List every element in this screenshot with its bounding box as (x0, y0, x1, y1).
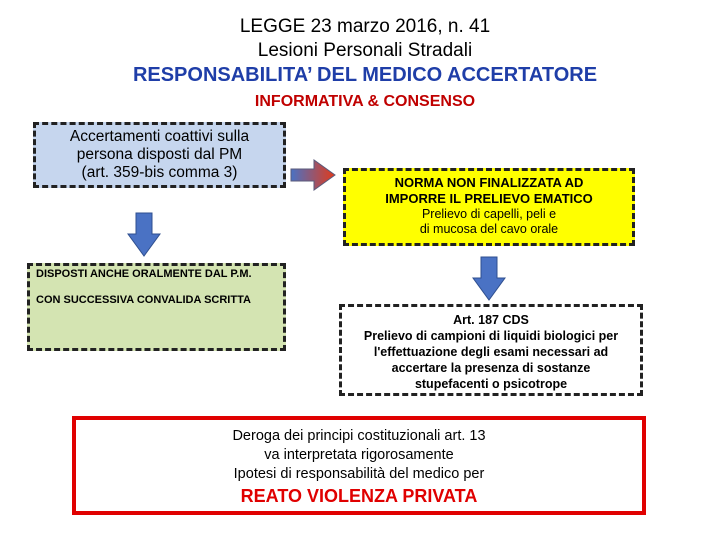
norma-line: NORMA NON FINALIZZATA AD (394, 175, 584, 190)
law-subtitle: Lesioni Personali Stradali (257, 40, 473, 61)
accertamenti-line: (art. 359-bis comma 3) (81, 164, 238, 181)
deroga-box (72, 416, 646, 515)
art187-line: accertare la presenza di sostanze (391, 361, 591, 375)
norma-box (343, 168, 635, 246)
deroga-line: va interpretata rigorosamente (264, 447, 454, 463)
norma-detail: di mucosa del cavo orale (419, 222, 559, 236)
disposti-box (27, 263, 286, 351)
accertamenti-box (33, 122, 286, 188)
accertamenti-line: Accertamenti coattivi sulla (69, 128, 250, 145)
right-arrow-icon (289, 158, 337, 192)
accertamenti-line: persona disposti dal PM (76, 146, 243, 163)
norma-detail: Prelievo di capelli, peli e (421, 207, 557, 221)
art187-line: stupefacenti o psicotrope (414, 377, 568, 391)
norma-line: IMPORRE IL PRELIEVO EMATICO (385, 191, 593, 206)
art187-box (339, 304, 643, 396)
responsibility-heading: RESPONSABILITA’ DEL MEDICO ACCERTATORE (132, 64, 598, 86)
art187-line: Prelievo di campioni di liquidi biologici per (363, 329, 619, 343)
deroga-line: Ipotesi di responsabilità del medico per (233, 466, 485, 482)
informativa-heading: INFORMATIVA & CONSENSO (254, 93, 476, 110)
disposti-line: DISPOSTI ANCHE ORALMENTE DAL P.M. (36, 268, 252, 280)
art187-title: Art. 187 CDS (453, 313, 529, 327)
reato-label: REATO VIOLENZA PRIVATA (240, 486, 478, 506)
deroga-line: Deroga dei principi costituzionali art. 13 (232, 428, 486, 444)
down-arrow-icon (472, 256, 506, 302)
law-title: LEGGE 23 marzo 2016, n. 41 (239, 16, 491, 37)
art187-line: l'effettuazione degli esami necessari ad (373, 345, 609, 359)
disposti-line: CON SUCCESSIVA CONVALIDA SCRITTA (36, 294, 251, 306)
down-arrow-icon (127, 212, 161, 258)
